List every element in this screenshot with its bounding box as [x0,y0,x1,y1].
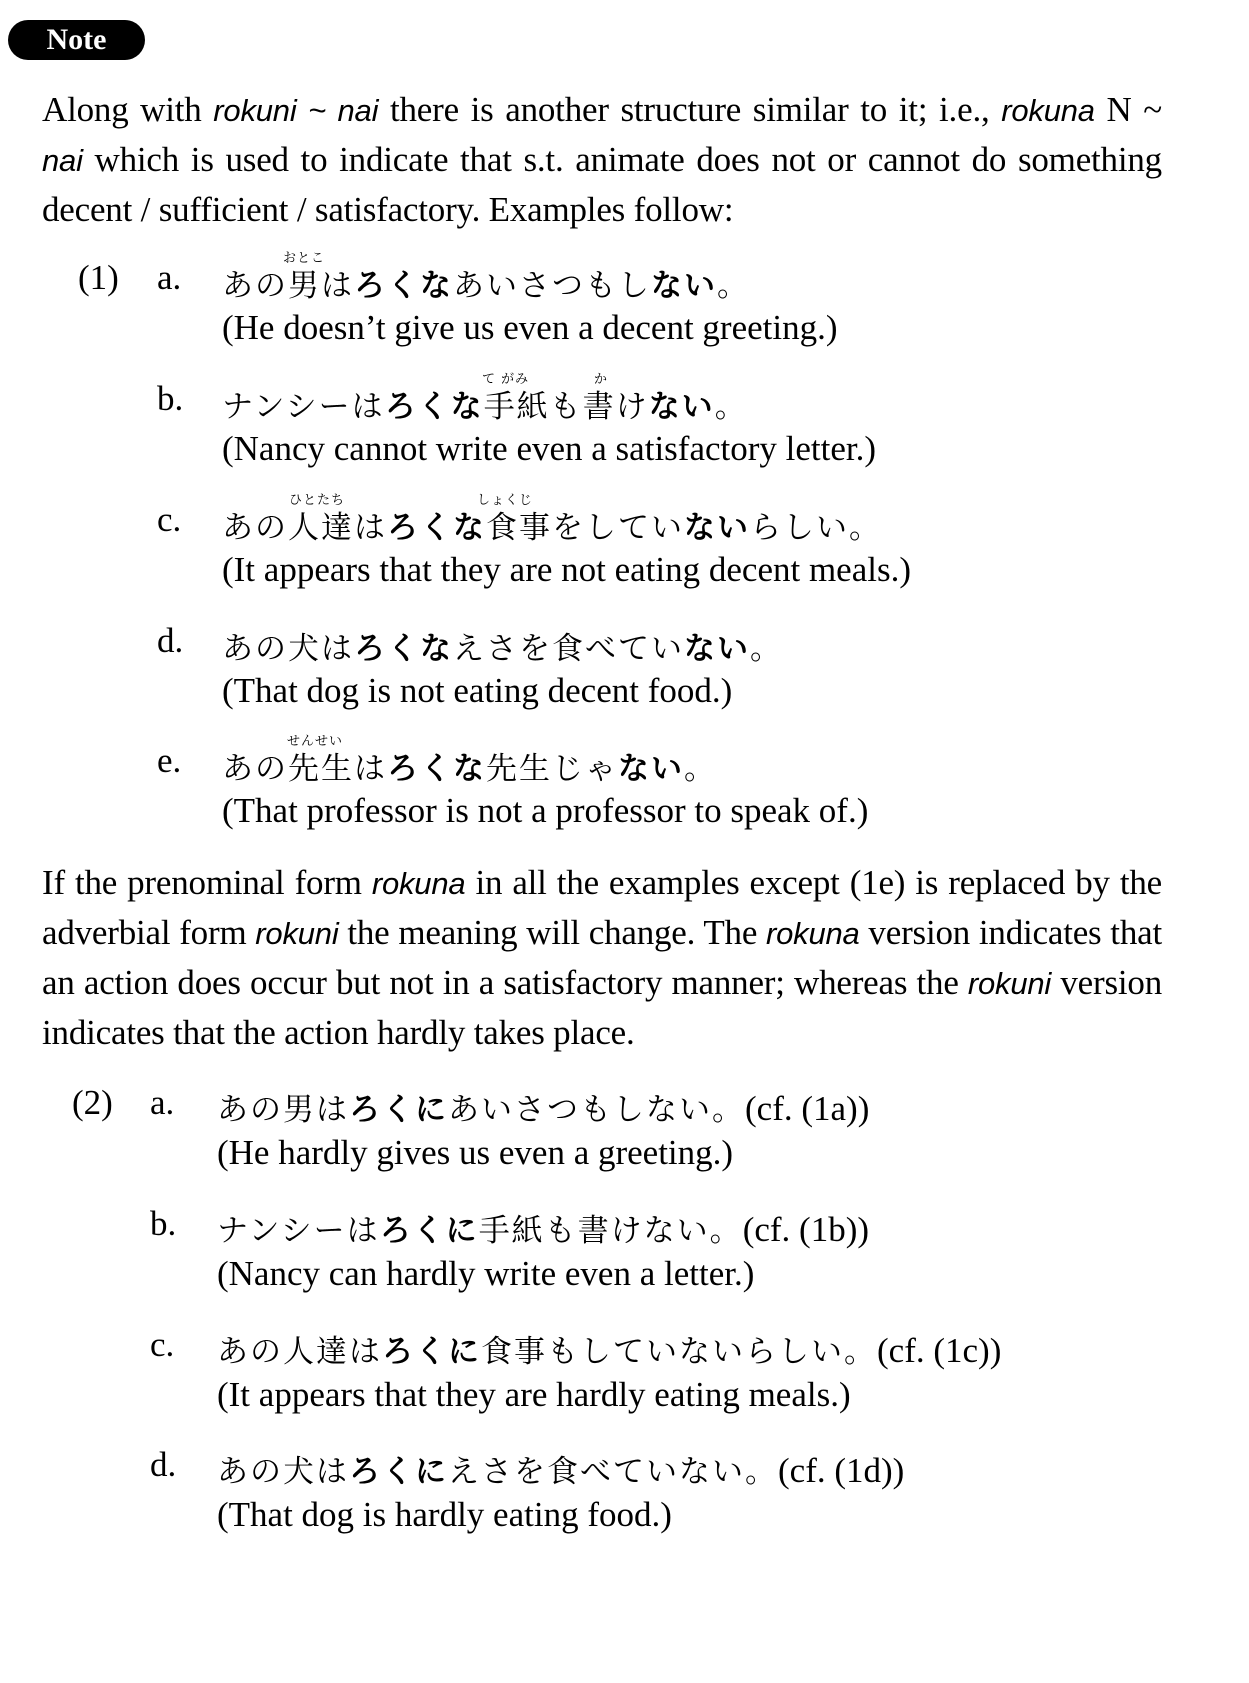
text-run: the meaning will change. The [338,913,767,952]
example-letter: d. [150,1445,177,1484]
jp-bold: ない [651,268,717,304]
furigana: おとこ [283,251,326,266]
jp-bold: ない [684,631,750,667]
furigana: ひとたち [289,493,346,508]
jp-text: 。 [714,389,748,425]
furigana: か [594,372,609,387]
example-2c [0,1314,1249,1434]
example-letter: a. [150,1083,175,1122]
jp-text: あの犬は [222,631,354,667]
english-translation: (It appears that they are hardly eating meals.) [217,1375,851,1414]
example-2a [0,1072,1249,1192]
italic-term: rokuni [255,916,339,951]
example-1e [0,731,1249,851]
cross-reference: (cf. (1d)) [778,1451,905,1490]
jp-text: ナンシーは [222,389,385,425]
jp-bold: ろくな [354,268,453,304]
text-run: If the prenominal form [42,863,372,902]
jp-text: えさを食べていない。 [448,1454,778,1490]
jp-text: 手紙も書けない。 [478,1213,743,1249]
example-letter: b. [150,1204,177,1243]
text-run: which is used to indicate that s.t. animate does not or cannot do something decent / sufficient / satisfactory. Examples follow: [42,140,1162,229]
english-translation: (That dog is hardly eating food.) [217,1495,672,1534]
english-translation: (That professor is not a professor to speak of.) [222,791,869,830]
jp-text: あの人達は [217,1334,382,1370]
furigana: しょくじ [477,493,534,508]
cross-reference: (cf. (1a)) [745,1089,870,1128]
english-translation: (Nancy can hardly write even a letter.) [217,1254,755,1293]
example-letter: b. [157,379,184,418]
jp-bold: ろくな [387,751,486,787]
english-translation: (That dog is not eating decent food.) [222,671,733,710]
japanese-sentence [217,1326,1001,1371]
italic-term: rokuna [1001,93,1095,128]
jp-text: あいさつもし [453,268,651,304]
japanese-sentence [222,260,750,305]
italic-term: rokuna [766,916,860,951]
japanese-sentence [222,623,783,668]
example-letter: a. [157,258,182,297]
english-translation: (Nancy cannot write even a satisfactory letter.) [222,429,877,468]
japanese-sentence [217,1084,869,1129]
jp-text: 食事をしてい [486,510,684,546]
text-run: there is another structure similar to it; i.e., [378,90,1002,129]
jp-bold: ろくな [384,389,484,425]
jp-bold: ない [648,389,715,425]
english-translation: (He hardly gives us even a greeting.) [217,1133,734,1172]
japanese-sentence [222,381,748,426]
italic-term: rokuna [371,866,466,901]
japanese-sentence [217,1446,904,1491]
example-2b [0,1193,1249,1313]
text-run: Along with [42,90,214,129]
jp-text: 。 [684,751,717,787]
jp-text: 先生じゃ [486,751,618,787]
italic-term: rokuni [967,966,1052,1001]
jp-text: 手紙も書け [483,389,649,425]
example-1b [0,369,1249,489]
jp-bold: ない [618,751,684,787]
italic-term: nai [42,143,83,178]
example-2d [0,1434,1249,1554]
example-number: (2) [72,1083,113,1122]
jp-text: らしい。 [750,510,882,546]
japanese-sentence [222,743,717,788]
jp-bold: ろくに [382,1334,481,1370]
example-letter: d. [157,621,184,660]
jp-bold: ろくに [349,1092,448,1128]
example-1d [0,611,1249,731]
jp-bold: ろくに [379,1213,479,1249]
jp-text: ナンシーは [217,1213,380,1249]
jp-text: あの男は [222,268,354,304]
jp-text: あの先生は [222,751,387,787]
jp-text: 。 [717,268,750,304]
jp-bold: ない [684,510,750,546]
example-letter: e. [157,741,182,780]
japanese-sentence [217,1205,869,1250]
example-letter: c. [150,1325,175,1364]
cross-reference: (cf. (1c)) [877,1331,1002,1370]
text-run: in all the examples except (1e) is replaced by the adverbial form [42,863,1163,952]
jp-text: あの人達は [222,510,387,546]
jp-text: 食事もしていないらしい。 [481,1334,877,1370]
jp-bold: ろくな [387,510,486,546]
cross-reference: (cf. (1b)) [742,1210,869,1249]
jp-text: あの男は [217,1092,349,1128]
text-run: version indicates that an action does occur but not in a satisfactory manner; whereas the [42,913,1162,1002]
jp-bold: ろくに [349,1454,448,1490]
example-letter: c. [157,500,182,539]
example-1c [0,490,1249,610]
example-1a [0,248,1249,368]
furigana: せんせい [287,734,344,749]
italic-term: rokuni ~ nai [213,93,379,128]
jp-bold: ろくな [354,631,453,667]
jp-text: あの犬は [217,1454,349,1490]
note-badge: Note [8,20,145,60]
jp-text: あいさつもしない。 [448,1092,745,1128]
furigana: て がみ [482,372,530,387]
japanese-sentence [222,502,882,547]
english-translation: (It appears that they are not eating decent meals.) [222,550,911,589]
english-translation: (He doesn’t give us even a decent greeting.) [222,308,838,347]
example-number: (1) [78,258,119,297]
jp-text: えさを食べてい [453,631,684,667]
explanation-paragraph [42,858,1162,1057]
jp-text: 。 [750,631,783,667]
intro-paragraph [42,85,1162,234]
text-run: N ~ [1094,90,1163,129]
text-run: version indicates that the action hardly takes place. [42,963,1162,1052]
